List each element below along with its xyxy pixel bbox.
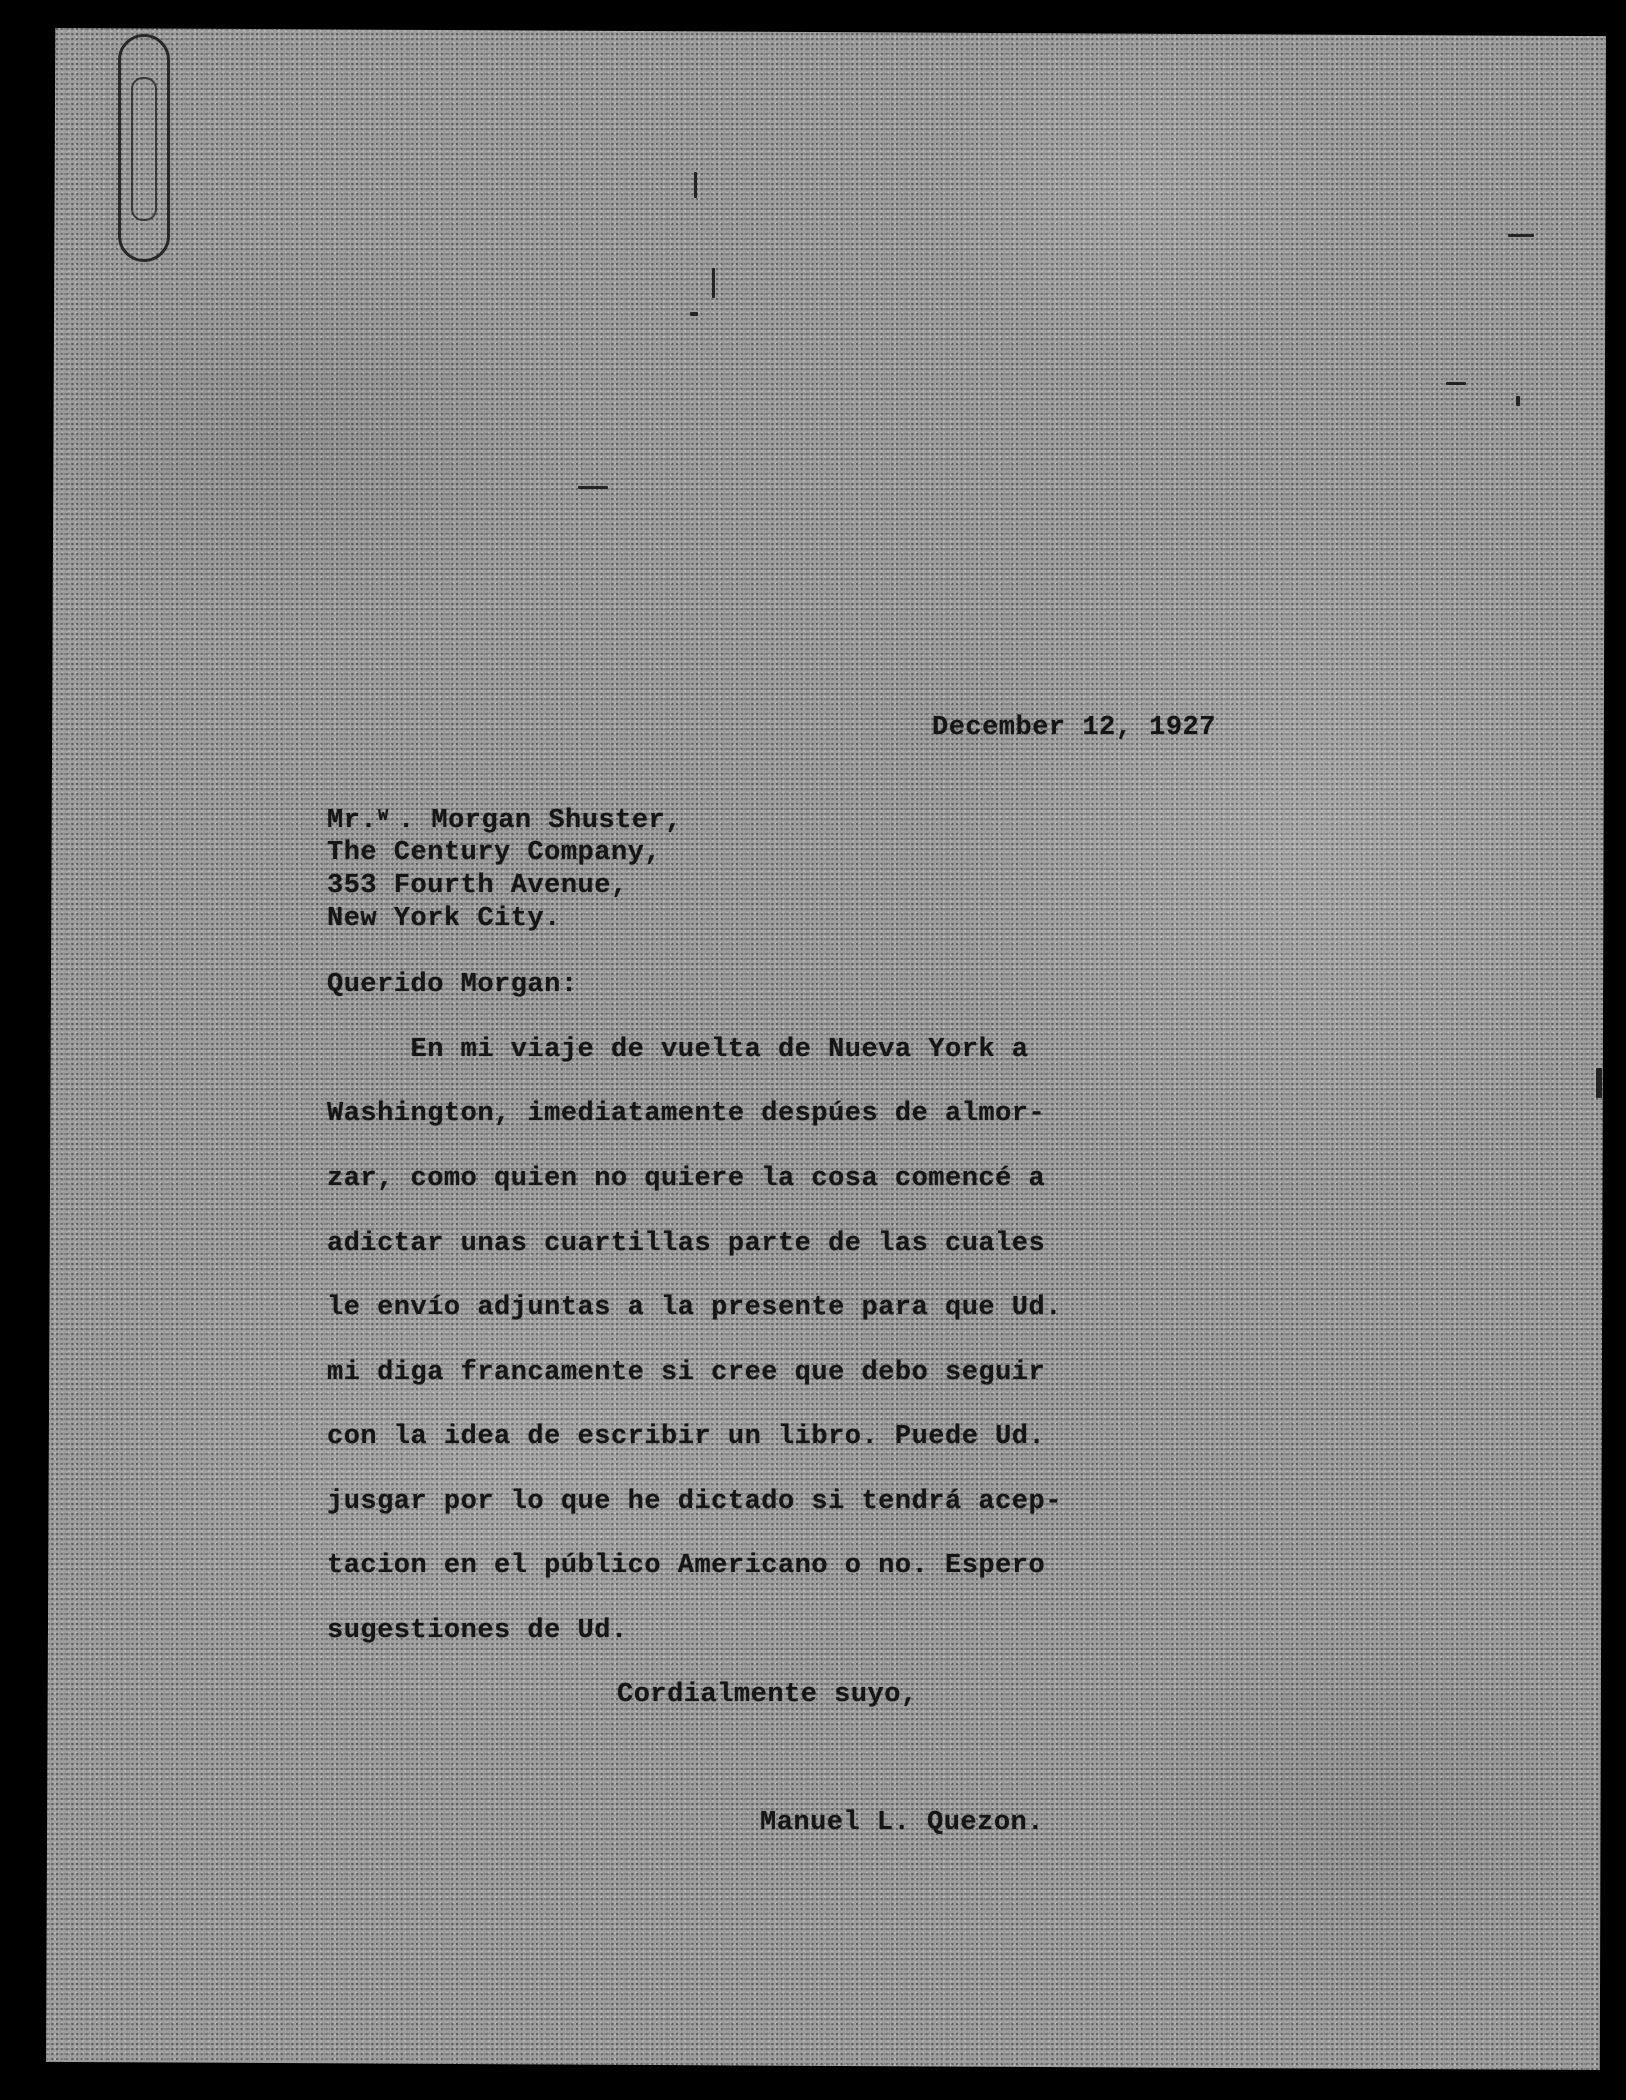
closing: Cordialmente suyo, [617, 1680, 918, 1710]
signature: Manuel L. Quezon. [760, 1808, 1044, 1838]
body-line: adictar unas cuartillas parte de las cuales [327, 1229, 1046, 1259]
body-line: mi diga francamente si cree que debo seguir [327, 1358, 1046, 1388]
ink-speck [712, 268, 715, 298]
recipient-name: . Morgan Shuster, [398, 806, 682, 836]
recipient-company: The Century Company, [327, 838, 662, 868]
letter-date: December 12, 1927 [932, 713, 1216, 743]
recipient-prefix: Mr. [327, 806, 378, 836]
ink-speck [694, 172, 697, 198]
ink-speck [1516, 396, 1520, 406]
recipient-street: 353 Fourth Avenue, [327, 871, 628, 901]
paper-clip-mark [118, 34, 170, 262]
body-line: En mi viaje de vuelta de Nueva York a [327, 1035, 1029, 1065]
ink-speck [690, 312, 698, 316]
body-line: le envío adjuntas a la presente para que Ud. [327, 1293, 1062, 1323]
body-line: con la idea de escribir un libro. Puede Ud. [327, 1422, 1046, 1452]
salutation: Querido Morgan: [327, 970, 578, 1000]
body-line: zar, como quien no quiere la cosa comencé a [327, 1164, 1046, 1194]
body-line: jusgar por lo que he dictado si tendrá acep- [327, 1487, 1062, 1517]
ink-speck [1508, 234, 1534, 237]
recipient-initial: W [378, 807, 389, 826]
ink-speck [578, 486, 608, 489]
body-line: Washington, imediatamente despúes de almor- [327, 1099, 1046, 1129]
body-line: tacion en el público Americano o no. Espero [327, 1551, 1046, 1581]
recipient-city: New York City. [327, 904, 561, 934]
ink-speck [1596, 1068, 1602, 1098]
ink-speck [1446, 382, 1466, 385]
body-line: sugestiones de Ud. [327, 1616, 628, 1646]
